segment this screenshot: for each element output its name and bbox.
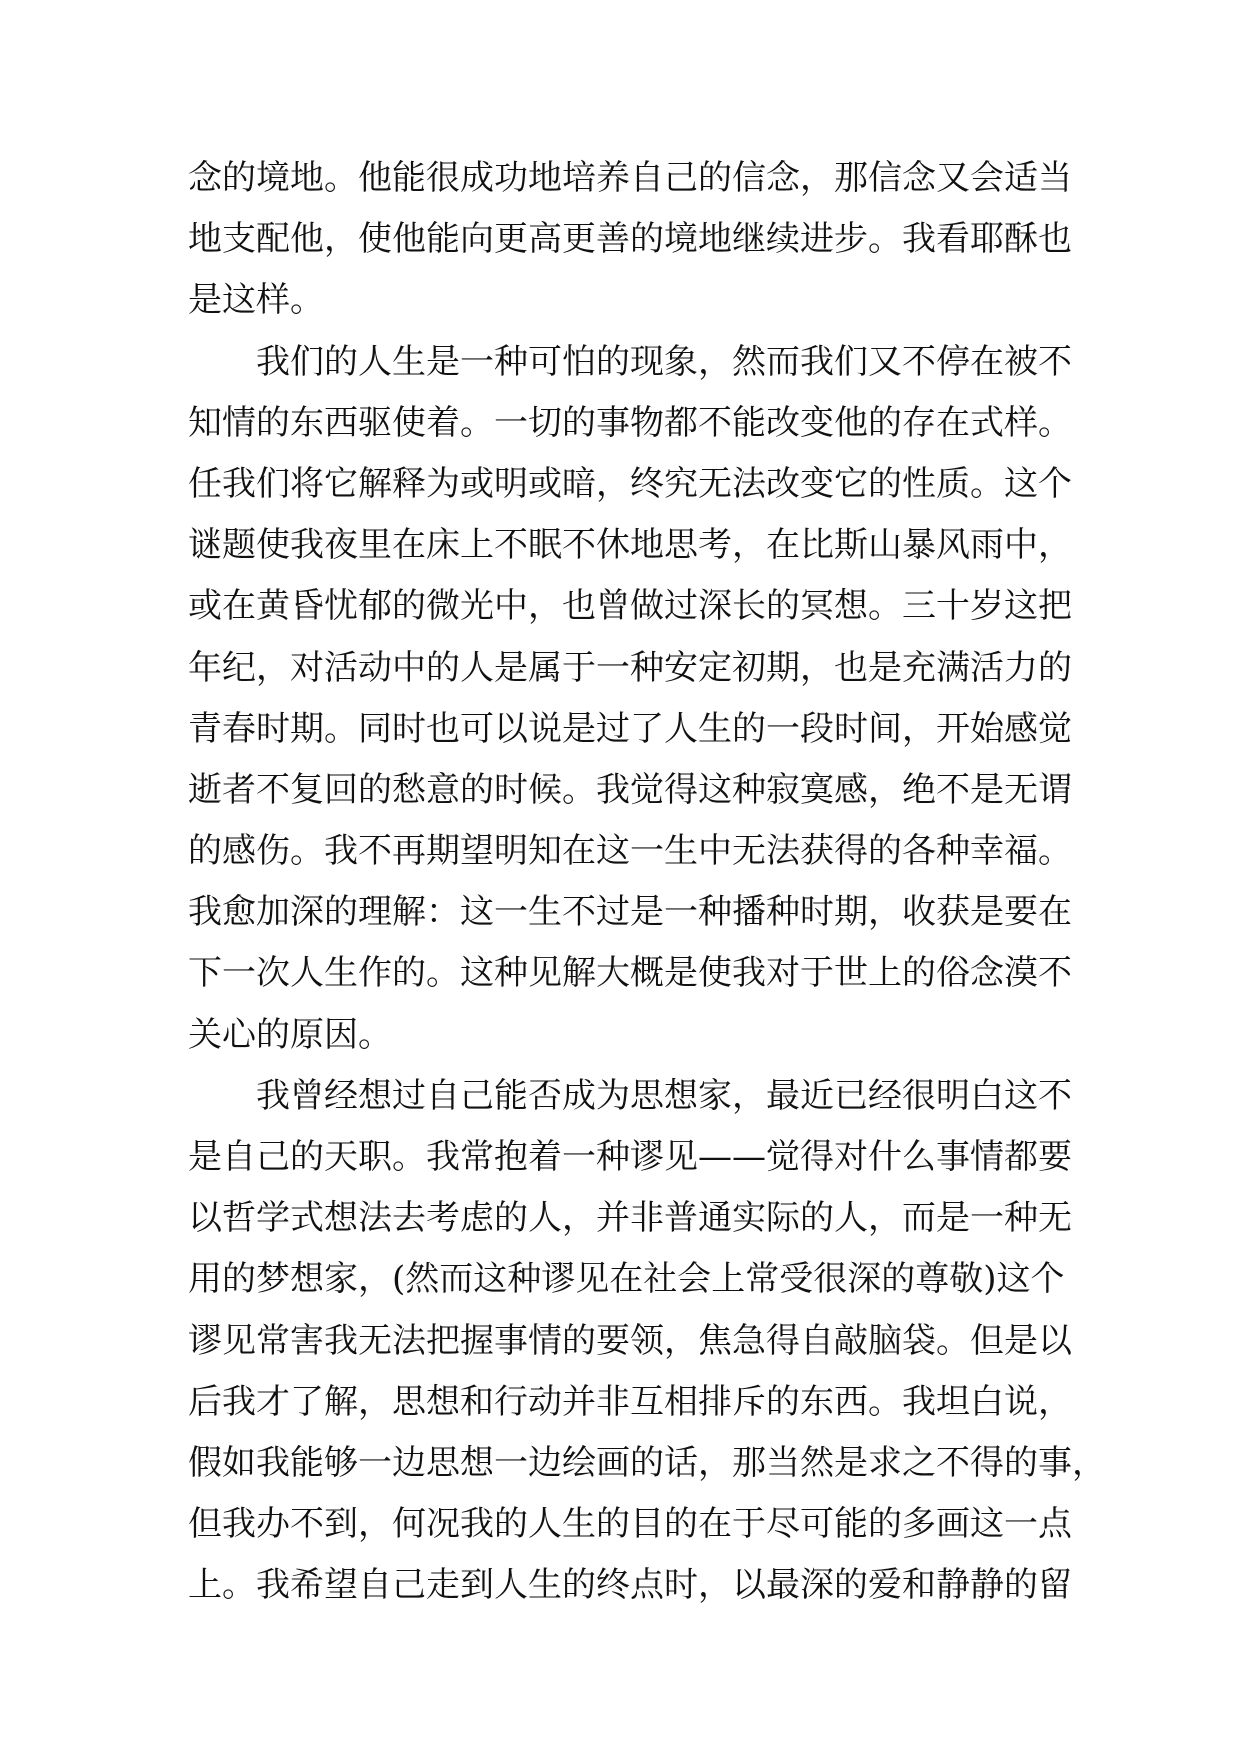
text-line: 年纪，对活动中的人是属于一种安定初期，也是充满活力的	[188, 647, 1072, 688]
text-line: 我曾经想过自己能否成为思想家，最近已经很明白这不	[256, 1075, 1072, 1116]
text-line: 谜题使我夜里在床上不眠不休地思考，在比斯山暴风雨中，	[188, 525, 1072, 566]
text-line: 关心的原因。	[188, 1014, 392, 1055]
text-line: 我们的人生是一种可怕的现象，然而我们又不停在被不	[256, 341, 1072, 382]
text-line: 逝者不复回的愁意的时候。我觉得这种寂寞感，绝不是无谓	[188, 769, 1072, 810]
text-line: 或在黄昏忧郁的微光中，也曾做过深长的冥想。三十岁这把	[188, 586, 1072, 627]
text-line: 是这样。	[188, 280, 324, 321]
text-line: 上。我希望自己走到人生的终点时，以最深的爱和静静的留	[188, 1565, 1072, 1606]
text-line: 的感伤。我不再期望明知在这一生中无法获得的各种幸福。	[188, 831, 1072, 872]
text-line: 谬见常害我无法把握事情的要领，焦急得自敲脑袋。但是以	[188, 1320, 1072, 1361]
text-line: 任我们将它解释为或明或暗，终究无法改变它的性质。这个	[188, 463, 1072, 504]
text-line: 用的梦想家，(然而这种谬见在社会上常受很深的尊敬)这个	[188, 1259, 1065, 1300]
text-line: 但我办不到，何况我的人生的目的在于尽可能的多画这一点	[188, 1504, 1072, 1545]
text-line: 是自己的天职。我常抱着一种谬见——觉得对什么事情都要	[188, 1137, 1072, 1177]
text-line: 知情的东西驱使着。一切的事物都不能改变他的存在式样。	[188, 402, 1072, 443]
text-line: 假如我能够一边思想一边绘画的话，那当然是求之不得的事，	[188, 1442, 1106, 1483]
text-line: 青春时期。同时也可以说是过了人生的一段时间，开始感觉	[188, 708, 1072, 749]
text-line: 地支配他，使他能向更高更善的境地继续进步。我看耶酥也	[188, 219, 1072, 260]
body-text	[188, 148, 1106, 1617]
text-line: 后我才了解，思想和行动并非互相排斥的东西。我坦白说，	[188, 1381, 1072, 1422]
text-line: 我愈加深的理解：这一生不过是一种播种时期，收获是要在	[188, 892, 1072, 933]
text-line: 念的境地。他能很成功地培养自己的信念，那信念又会适当	[188, 158, 1072, 198]
text-line: 下一次人生作的。这种见解大概是使我对于世上的俗念漠不	[188, 953, 1072, 994]
text-line: 以哲学式想法去考虑的人，并非普通实际的人，而是一种无	[188, 1198, 1072, 1239]
